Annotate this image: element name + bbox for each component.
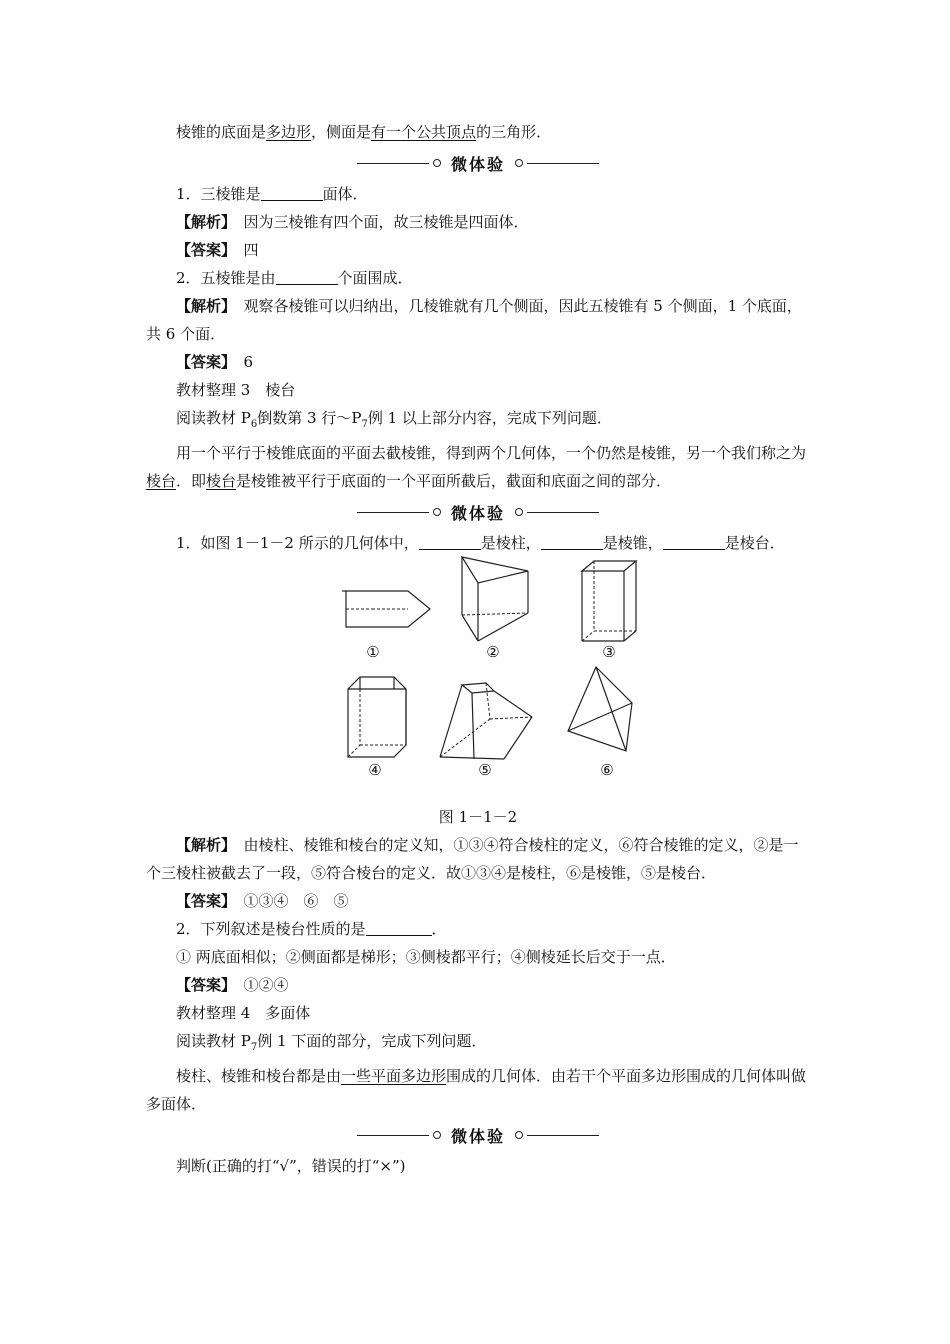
reading-3: 阅读教材 $P_6$倒数第 3 行$\sim P_7$例 1 以上部分内容，完成下列问题． — [176, 409, 612, 430]
answer-3: 【答案】 ①③④ ⑥ ⑤ — [176, 892, 349, 910]
solid-figure-3 — [580, 559, 640, 645]
question-2: 2．五棱锥是由 个面围成． — [176, 269, 413, 287]
figure-label-5: ⑤ — [478, 761, 492, 779]
question-3: 1．如图 1－1－2 所示的几何体中， 是棱柱， 是棱锥， 是棱台． — [176, 534, 785, 552]
pyramid-definition: 棱锥的底面是多边形，侧面是有一个公共顶点的三角形． — [176, 123, 552, 141]
solid-figure-5 — [436, 679, 536, 763]
solid-figure-6 — [564, 665, 636, 755]
solid-figure-2 — [456, 553, 536, 645]
section-divider: 微体验 — [146, 1120, 810, 1150]
section-4-title: 教材整理 4 多面体 — [176, 1004, 311, 1022]
reading-4: 阅读教材 $P_7$例 1 下面的部分，完成下列问题． — [176, 1032, 487, 1053]
analysis-3: 【解析】 由棱柱、棱锥和棱台的定义知，①③④符合棱柱的定义，⑥符合棱锥的定义，②是一个三棱柱被截去了一段，⑤符合棱台的定义．故①③④是棱柱，⑥是棱锥，⑤是棱台． — [146, 836, 799, 882]
answer-4: 【答案】 ①②④ — [176, 976, 289, 994]
question-4: 2．下列叙述是棱台性质的是 ． — [176, 920, 447, 938]
figure-label-6: ⑥ — [600, 761, 614, 779]
document-page — [146, 118, 810, 1180]
solid-figure-1 — [342, 573, 432, 643]
figure-label-4: ④ — [368, 761, 382, 779]
analysis-2: 【解析】 观察各棱锥可以归纳出，几棱锥就有几个侧面，因此五棱锥有 5 个侧面，1 个底面，共 6 个面． — [146, 297, 802, 343]
section-3-title: 教材整理 3 棱台 — [176, 381, 296, 399]
frustum-definition: 用一个平行于棱锥底面的平面去截棱锥，得到两个几何体，一个仍然是棱锥，另一个我们称之为棱台．即棱台是棱锥被平行于底面的一个平面所截后，截面和底面之间的部分． — [146, 444, 807, 490]
section-divider: 微体验 — [146, 148, 810, 178]
solid-figure-4 — [344, 675, 410, 761]
question-1: 1．三棱锥是 面体． — [176, 185, 368, 203]
figure-label-2: ② — [486, 643, 500, 661]
answer-2: 【答案】 6 — [176, 353, 254, 371]
judge-instruction: 判断(正确的打“√”，错误的打“×”) — [176, 1157, 406, 1175]
polyhedron-definition: 棱柱、棱锥和棱台都是由一些平面多边形围成的几何体．由若干个平面多边形围成的几何体叫做多面体． — [146, 1067, 807, 1113]
analysis-1: 【解析】 因为三棱锥有四个面，故三棱锥是四面体． — [176, 213, 529, 231]
section-divider: 微体验 — [146, 497, 810, 527]
question-4-options: ① 两底面相似；②侧面都是梯形；③侧棱都平行；④侧棱延长后交于一点． — [176, 948, 676, 966]
figure-label-1: ① — [366, 643, 380, 661]
answer-1: 【答案】 四 — [176, 241, 259, 259]
figure-label-3: ③ — [602, 643, 616, 661]
figure-1-1-2 — [146, 563, 810, 803]
figure-caption: 图 1－1－2 — [438, 808, 518, 826]
